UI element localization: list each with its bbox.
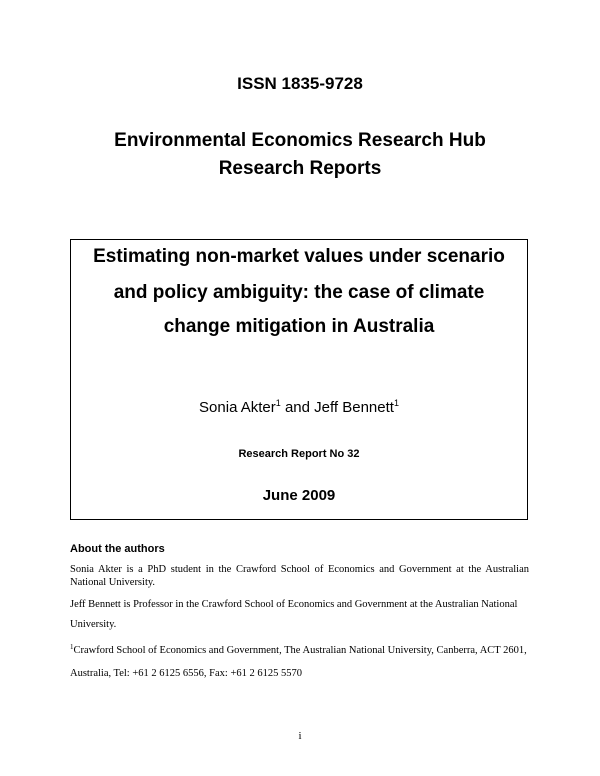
author-footnote-marker: 1 [393,398,399,408]
authors-line [71,398,527,416]
page-number: i [298,730,302,742]
author-footnote-marker: 1 [275,398,281,408]
series-title: Environmental Economics Research Hub [114,130,486,151]
report-title-line-3: change mitigation in Australia [163,316,435,337]
series-subtitle: Research Reports [218,158,382,179]
about-heading: About the authors [70,543,165,555]
report-title-line-2: and policy ambiguity: the case of climate [113,282,485,303]
affiliation-text: Crawford School of Economics and Government, The Australian National University, Canberra, ACT 2601, Australia, Tel: +61 2 6125 6556, Fax: +61 2 6125 5570 [70,645,527,679]
report-title-line-1: Estimating non-market values under scenario [93,246,505,267]
affiliation-footnote-marker: 1 [70,643,74,651]
affiliation-note [70,636,529,685]
report-number: Research Report No 32 [238,448,360,460]
report-date: June 2009 [262,487,336,504]
author-name: and Jeff Bennett [280,399,394,416]
title-box [70,239,528,520]
author-name: Sonia Akter [199,399,276,416]
issn-number: ISSN 1835-9728 [237,74,363,93]
author-bio-bennett: Jeff Bennett is Professor in the Crawford School of Economics and Government at the Australian National University. [70,599,518,630]
author-bio-akter: Sonia Akter is a PhD student in the Crawford School of Economics and Government at the Australian National University. [70,564,529,588]
